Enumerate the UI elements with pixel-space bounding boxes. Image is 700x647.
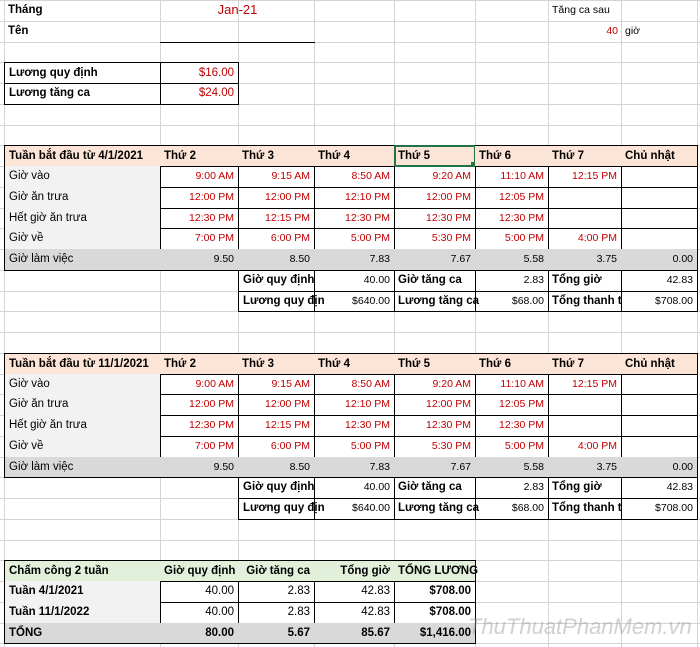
summary-row-cell[interactable]: 42.83 (314, 602, 395, 624)
regular-pay-cell[interactable]: $640.00 (314, 291, 395, 312)
time-cell[interactable]: 5:30 PM (394, 436, 476, 458)
total-hours-label-cell[interactable]: Tổng giờ (548, 270, 622, 292)
overtime-wage-label-cell[interactable]: Lương tăng ca (4, 83, 161, 105)
regular-hours-cell[interactable]: 40.00 (314, 270, 395, 292)
time-cell[interactable] (621, 166, 698, 188)
time-cell[interactable] (621, 208, 698, 229)
work-hours-label-cell[interactable]: Giờ làm việc (4, 249, 161, 271)
overtime-after-label-cell[interactable]: Tăng ca sau (552, 4, 610, 16)
work-hours-cell[interactable]: 5.58 (475, 249, 549, 271)
total-pay-label-cell[interactable]: Tổng thanh t (548, 498, 622, 520)
day-header-cell[interactable]: Thứ 3 (238, 145, 315, 167)
time-cell[interactable]: 5:30 PM (394, 228, 476, 250)
time-cell[interactable]: 12:15 PM (548, 166, 622, 188)
work-hours-cell[interactable]: 8.50 (238, 457, 315, 478)
time-cell[interactable]: 9:20 AM (394, 166, 476, 188)
work-hours-label-cell[interactable]: Giờ làm việc (4, 457, 161, 478)
total-pay-cell[interactable]: $708.00 (621, 291, 698, 312)
day-header-cell[interactable]: Thứ 6 (475, 353, 549, 375)
day-header-cell[interactable]: Thứ 4 (314, 145, 395, 167)
row-label-cell[interactable]: Giờ ăn trưa (4, 394, 161, 416)
time-cell[interactable]: 12:00 PM (160, 187, 239, 209)
time-cell[interactable]: 12:10 PM (314, 187, 395, 209)
day-header-cell[interactable]: Thứ 2 (160, 353, 239, 375)
time-cell[interactable]: 12:15 PM (238, 415, 315, 437)
time-cell[interactable]: 12:30 PM (160, 208, 239, 229)
summary-row-cell[interactable]: Tuần 4/1/2021 (4, 581, 161, 603)
gridline-horizontal (0, 540, 700, 541)
time-cell[interactable] (621, 228, 698, 250)
week-title-cell[interactable]: Tuần bắt đầu từ 4/1/2021 (4, 145, 161, 167)
time-cell[interactable] (621, 436, 698, 458)
summary-row-cell[interactable]: 40.00 (160, 581, 239, 603)
work-hours-cell[interactable]: 8.50 (238, 249, 315, 271)
time-cell[interactable]: 5:00 PM (314, 228, 395, 250)
summary-row-cell[interactable]: 2.83 (238, 602, 315, 624)
time-cell[interactable]: 11:10 AM (475, 166, 549, 188)
overtime-pay-label-cell[interactable]: Lương tăng ca (394, 291, 476, 312)
summary-row-cell[interactable]: $708.00 (394, 581, 476, 603)
work-hours-cell[interactable]: 9.50 (160, 457, 239, 478)
gridline-vertical (314, 0, 315, 647)
day-header-cell[interactable]: Thứ 6 (475, 145, 549, 167)
work-hours-cell[interactable]: 7.67 (394, 457, 476, 478)
day-header-cell[interactable]: Thứ 5 (394, 353, 476, 375)
overtime-hours-cell[interactable]: 2.83 (475, 477, 549, 499)
time-cell[interactable]: 5:00 PM (475, 436, 549, 458)
summary-total-cell[interactable]: $1,416.00 (394, 623, 476, 644)
regular-pay-cell[interactable]: $640.00 (314, 498, 395, 520)
day-header-cell[interactable]: Chủ nhật (621, 145, 698, 167)
regular-pay-label-cell[interactable]: Lương quy địn (238, 498, 315, 520)
total-hours-label-cell[interactable]: Tổng giờ (548, 477, 622, 499)
summary-total-cell[interactable]: 85.67 (314, 623, 395, 644)
time-cell[interactable]: 12:30 PM (314, 208, 395, 229)
regular-pay-label-cell[interactable]: Lương quy địn (238, 291, 315, 312)
time-cell[interactable]: 12:15 PM (238, 208, 315, 229)
time-cell[interactable]: 9:15 AM (238, 374, 315, 395)
time-cell[interactable]: 12:05 PM (475, 187, 549, 209)
time-cell[interactable]: 12:00 PM (238, 187, 315, 209)
time-cell[interactable]: 12:00 PM (394, 187, 476, 209)
gridline-vertical (394, 0, 395, 647)
time-cell[interactable]: 7:00 PM (160, 436, 239, 458)
time-cell[interactable]: 12:10 PM (314, 394, 395, 416)
time-cell[interactable]: 12:30 PM (475, 415, 549, 437)
week-title-cell[interactable]: Tuần bắt đầu từ 11/1/2021 (4, 353, 161, 375)
time-cell[interactable]: 12:05 PM (475, 394, 549, 416)
time-cell[interactable]: 12:30 PM (475, 208, 549, 229)
time-cell[interactable]: 12:00 PM (160, 394, 239, 416)
time-cell[interactable]: 9:00 AM (160, 166, 239, 188)
overtime-pay-cell[interactable]: $68.00 (475, 291, 549, 312)
regular-hours-label-cell[interactable]: Giờ quy định (238, 477, 315, 499)
time-cell[interactable]: 12:15 PM (548, 374, 622, 395)
row-label-cell[interactable]: Giờ vào (4, 374, 161, 395)
regular-hours-label-cell[interactable]: Giờ quy định (238, 270, 315, 292)
work-hours-cell[interactable]: 0.00 (621, 249, 698, 271)
time-cell[interactable]: 4:00 PM (548, 436, 622, 458)
work-hours-cell[interactable]: 0.00 (621, 457, 698, 478)
time-cell[interactable]: 12:00 PM (394, 394, 476, 416)
time-cell[interactable] (621, 394, 698, 416)
day-header-cell[interactable]: Chủ nhật (621, 353, 698, 375)
summary-row-cell[interactable]: 40.00 (160, 602, 239, 624)
gridline-vertical (621, 0, 622, 647)
summary-row-cell[interactable]: 42.83 (314, 581, 395, 603)
summary-total-cell[interactable]: 80.00 (160, 623, 239, 644)
overtime-hours-cell[interactable]: 2.83 (475, 270, 549, 292)
name-label-cell[interactable]: Tên (8, 25, 29, 37)
time-cell[interactable]: 6:00 PM (238, 436, 315, 458)
total-hours-cell[interactable]: 42.83 (621, 477, 698, 499)
regular-hours-cell[interactable]: 40.00 (314, 477, 395, 499)
time-cell[interactable]: 8:50 AM (314, 166, 395, 188)
summary-header-cell[interactable]: Chấm công 2 tuần (4, 560, 161, 582)
watermark-text: ThuThuatPhanMem.vn (468, 614, 692, 639)
work-hours-cell[interactable]: 7.67 (394, 249, 476, 271)
time-cell[interactable] (621, 187, 698, 209)
summary-total-cell[interactable]: TỔNG (4, 623, 161, 644)
time-cell[interactable]: 9:20 AM (394, 374, 476, 395)
month-value-cell[interactable]: Jan-21 (217, 2, 258, 17)
time-cell[interactable] (548, 394, 622, 416)
total-hours-cell[interactable]: 42.83 (621, 270, 698, 292)
gridline-horizontal (0, 125, 700, 126)
work-hours-cell[interactable]: 7.83 (314, 249, 395, 271)
overtime-pay-label-cell[interactable]: Lương tăng ca (394, 498, 476, 520)
day-header-cell[interactable]: Thứ 2 (160, 145, 239, 167)
row-label-cell[interactable]: Giờ vào (4, 166, 161, 188)
total-pay-cell[interactable]: $708.00 (621, 498, 698, 520)
work-hours-cell[interactable]: 3.75 (548, 457, 622, 478)
overtime-hours-label-cell[interactable]: Giờ tăng ca (394, 477, 476, 499)
gridline-horizontal (0, 332, 700, 333)
time-cell[interactable]: 11:10 AM (475, 374, 549, 395)
overtime-pay-cell[interactable]: $68.00 (475, 498, 549, 520)
row-label-cell[interactable]: Giờ ăn trưa (4, 187, 161, 209)
overtime-after-value-cell[interactable]: 40 (606, 25, 618, 37)
day-header-cell[interactable]: Thứ 3 (238, 353, 315, 375)
day-header-cell[interactable]: Thứ 4 (314, 353, 395, 375)
gridline-vertical (475, 0, 476, 647)
gridline-vertical (548, 0, 549, 647)
work-hours-cell[interactable]: 9.50 (160, 249, 239, 271)
time-cell[interactable]: 9:00 AM (160, 374, 239, 395)
overtime-wage-value-cell[interactable]: $24.00 (160, 83, 239, 105)
row-label-cell[interactable]: Hết giờ ăn trưa (4, 208, 161, 229)
summary-row-cell[interactable]: 2.83 (238, 581, 315, 603)
time-cell[interactable]: 4:00 PM (548, 228, 622, 250)
work-hours-cell[interactable]: 5.58 (475, 457, 549, 478)
time-cell[interactable]: 6:00 PM (238, 228, 315, 250)
overtime-hours-label-cell[interactable]: Giờ tăng ca (394, 270, 476, 292)
summary-row-cell[interactable]: $708.00 (394, 602, 476, 624)
time-cell[interactable]: 5:00 PM (475, 228, 549, 250)
name-input-cell[interactable] (160, 21, 315, 43)
day-header-cell[interactable]: Thứ 7 (548, 353, 622, 375)
base-wage-value-cell[interactable]: $16.00 (160, 62, 239, 84)
time-cell[interactable]: 12:30 PM (394, 208, 476, 229)
row-label-cell[interactable]: Giờ về (4, 228, 161, 250)
summary-total-cell[interactable]: 5.67 (238, 623, 315, 644)
time-cell[interactable]: 5:00 PM (314, 436, 395, 458)
summary-header-cell[interactable]: Giờ quy định (160, 560, 239, 582)
summary-header-cell[interactable]: Tổng giờ (314, 560, 395, 582)
total-pay-label-cell[interactable]: Tổng thanh t (548, 291, 622, 312)
overtime-after-unit-cell[interactable]: giờ (625, 25, 641, 37)
day-header-cell[interactable]: Thứ 7 (548, 145, 622, 167)
base-wage-label-cell[interactable]: Lương quy định (4, 62, 161, 84)
time-cell[interactable]: 12:30 PM (160, 415, 239, 437)
row-label-cell[interactable]: Hết giờ ăn trưa (4, 415, 161, 437)
summary-header-cell[interactable]: TỔNG LƯƠNG (394, 560, 476, 582)
time-cell[interactable]: 12:30 PM (314, 415, 395, 437)
time-cell[interactable] (621, 415, 698, 437)
time-cell[interactable]: 12:00 PM (238, 394, 315, 416)
summary-header-cell[interactable]: Giờ tăng ca (238, 560, 315, 582)
time-cell[interactable]: 12:30 PM (394, 415, 476, 437)
time-cell[interactable] (548, 187, 622, 209)
work-hours-cell[interactable]: 7.83 (314, 457, 395, 478)
summary-row-cell[interactable]: Tuần 11/1/2022 (4, 602, 161, 624)
time-cell[interactable] (621, 374, 698, 395)
time-cell[interactable]: 7:00 PM (160, 228, 239, 250)
month-label-cell[interactable]: Tháng (8, 4, 43, 16)
time-cell[interactable] (548, 208, 622, 229)
time-cell[interactable] (548, 415, 622, 437)
gridline-vertical (697, 0, 698, 647)
row-label-cell[interactable]: Giờ về (4, 436, 161, 458)
time-cell[interactable]: 8:50 AM (314, 374, 395, 395)
day-header-cell[interactable]: Thứ 5 (394, 145, 476, 167)
time-cell[interactable]: 9:15 AM (238, 166, 315, 188)
work-hours-cell[interactable]: 3.75 (548, 249, 622, 271)
